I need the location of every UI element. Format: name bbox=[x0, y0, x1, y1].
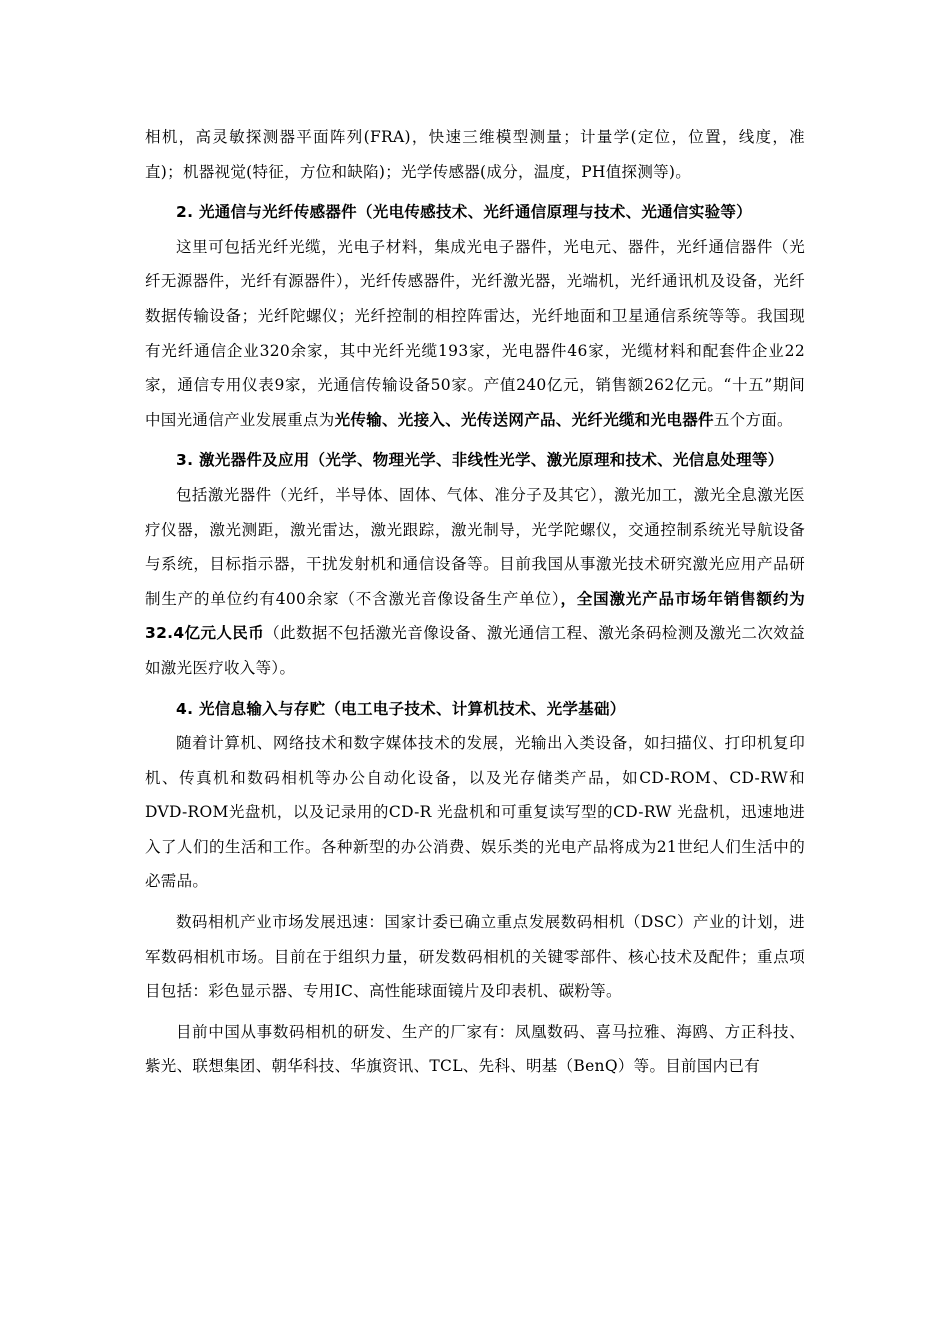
section3-body-paragraph bbox=[145, 478, 805, 686]
section4-paragraph-1: 随着计算机、网络技术和数字媒体技术的发展，光输出入类设备，如扫描仪、打印机复印机、传真机和数码相机等办公自动化设备，以及光存储类产品，如CD-ROM、CD-RW和DVD-ROM光盘机，以及记录用的CD-R 光盘机和可重复读写型的CD-RW 光盘机，迅速地进入了人们的生活和工作。各种新型的办公消费、娱乐类的光电产品将成为21世纪人们生活中的必需品。 bbox=[145, 734, 805, 891]
section2-body-tail-text: 五个方面。 bbox=[713, 410, 793, 429]
section3-heading: 3. 激光器件及应用（光学、物理光学、非线性光学、激光原理和技术、光信息处理等） bbox=[176, 451, 784, 470]
section3-body-tail-text: （此数据不包括激光音像设备、激光通信工程、激光条码检测及激光二次效益如激光医疗收入等）。 bbox=[145, 624, 806, 677]
section4-paragraph-2: 数码相机产业市场发展迅速：国家计委已确立重点发展数码相机（DSC）产业的计划，进军数码相机市场。目前在于组织力量，研发数码相机的关键零部件、核心技术及配件；重点项目包括：彩色显示器、专用IC、高性能球面镜片及印表机、碳粉等。 bbox=[145, 913, 805, 1001]
section4-heading: 4. 光信息输入与存贮（电工电子技术、计算机技术、光学基础） bbox=[176, 699, 626, 718]
section2-body-paragraph bbox=[145, 230, 805, 438]
section1-tail-paragraph: 相机，高灵敏探测器平面阵列(FRA)，快速三维模型测量；计量学(定位，位置，线度，准直)；机器视觉(特征，方位和缺陷)；光学传感器(成分，温度，PH值探测等)。 bbox=[145, 128, 805, 181]
document-page bbox=[145, 120, 805, 1084]
section4-paragraph-3: 目前中国从事数码相机的研发、生产的厂家有：凤凰数码、喜马拉雅、海鸥、方正科技、紫光、联想集团、朝华科技、华旗资讯、TCL、先科、明基（BenQ）等。目前国内已有 bbox=[145, 1022, 805, 1076]
section3-body-text: 包括激光器件（光纤，半导体、固体、气体、准分子及其它），激光加工，激光全息激光医疗仪器，激光测距，激光雷达，激光跟踪，激光制导，光学陀螺仪，交通控制系统光导航设备与系统，目标指示器，干扰发射机和通信设备等。目前我国从事激光技术研究激光应用产品研制生产的单位约有400余家（不含激光音像设备生产单位） bbox=[145, 485, 805, 608]
section2-body-text: 这里可包括光纤光缆，光电子材料，集成光电子器件，光电元、器件，光纤通信器件（光纤无源器件，光纤有源器件），光纤传感器件，光纤激光器，光端机，光纤通讯机及设备，光纤数据传输设备；光纤陀螺仪；光纤控制的相控阵雷达，光纤地面和卫星通信系统等等。我国现有光纤通信企业320余家，其中光纤光缆193家，光电器件46家，光缆材料和配套件企业22家，通信专用仪表9家，光通信传输设备50家。产值240亿元，销售额262亿元。“十五”期间中国光通信产业发展重点为 bbox=[145, 237, 805, 429]
section2-heading: 2. 光通信与光纤传感器件（光电传感技术、光纤通信原理与技术、光通信实验等） bbox=[176, 203, 752, 222]
section2-body-bold-text: 光传输、光接入、光传送网产品、光纤光缆和光电器件 bbox=[334, 410, 714, 429]
section3-body-bold-text: ，全国激光产品市场年销售额约为32.4亿元人民币 bbox=[145, 589, 805, 643]
